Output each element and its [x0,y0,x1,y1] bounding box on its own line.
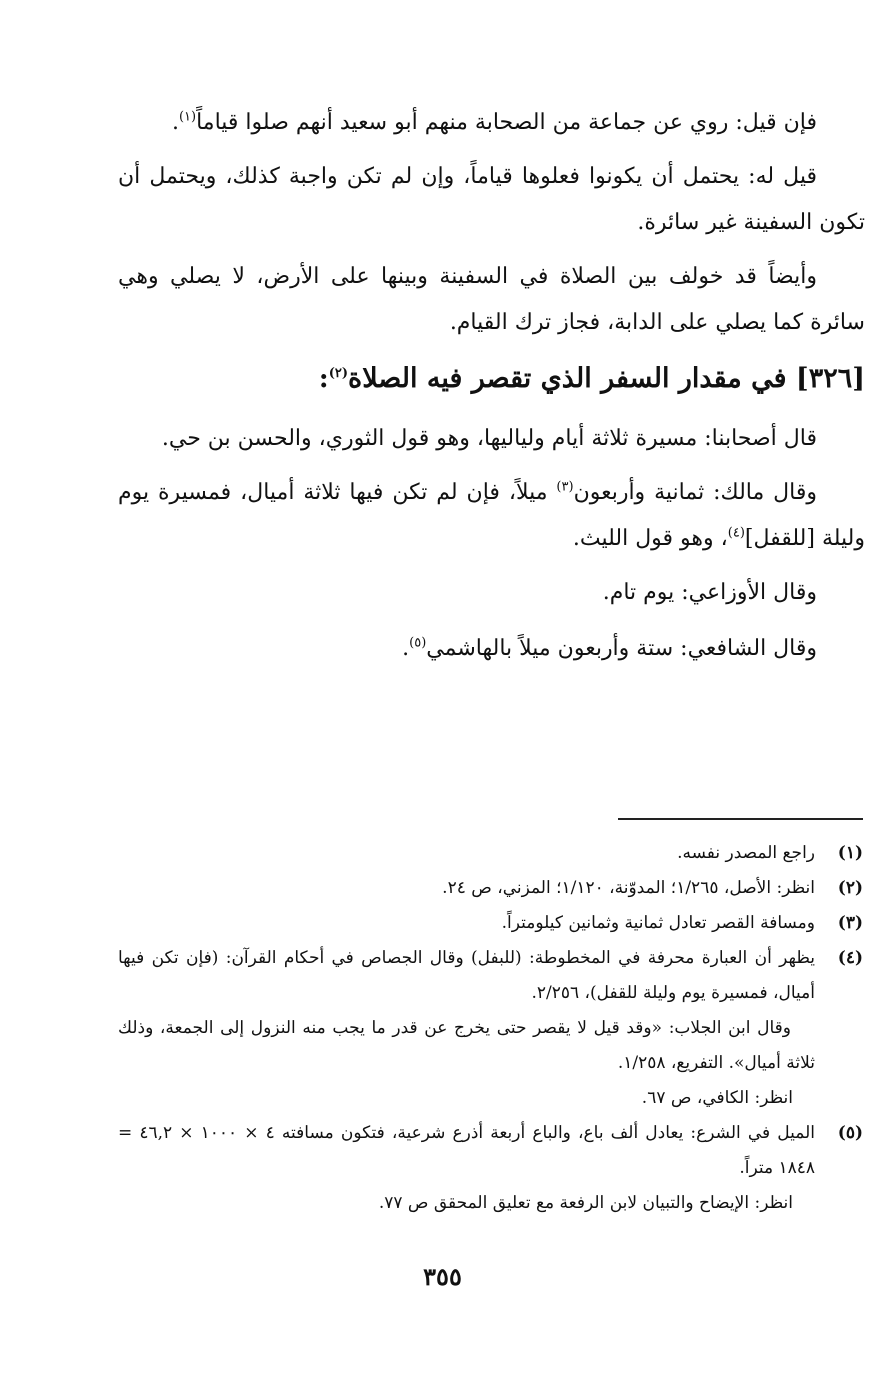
footnote-ref-5: (٥) [409,635,427,651]
paragraph-2: قيل له: يحتمل أن يكونوا فعلوها قياماً، وإن لم تكن واجبة كذلك، ويحتمل أن تكون السفينة غير سائرة. [118,164,865,235]
paragraph-1 [118,100,865,146]
paragraph-7-end: . [402,636,410,661]
paragraph-5 [118,470,865,562]
section-heading [118,354,865,404]
footnote-2 [118,871,863,906]
footnote-number: (٢) [837,878,863,898]
footnote-5 [118,1116,863,1186]
footnote-text: يظهر أن العبارة محرفة في المخطوطة: (للبفل) وقال الجصاص في أحكام القرآن: (فإن تكن فيها أميال، فمسيرة يوم وليلة للقفل)، ٢/٢٥٦. [118,948,815,1003]
footnote-number: (٤) [837,948,863,968]
footnote-ref-3: (٣) [556,479,574,495]
footnote-text: انظر: الأصل، ١/٢٦٥؛ المدوّنة، ١/١٢٠؛ المزني، ص ٢٤. [442,878,815,898]
paragraph-1-end: . [171,110,179,135]
footnote-5-reference: انظر: الإيضاح والتبيان لابن الرفعة مع تعليق المحقق ص ٧٧. [378,1193,793,1213]
footnote-number: (١) [837,843,863,863]
paragraph-7 [118,626,865,672]
paragraph-5-part-b: ميلاً، فإن لم تكن فيها ثلاثة أميال، فمسيرة يوم وليلة [للقفل] [118,480,865,551]
footnote-1 [118,836,863,871]
paragraph-6: وقال الأوزاعي: يوم تام. [602,580,817,605]
paragraph-5-part-a: وقال مالك: ثمانية وأربعون [573,480,818,505]
paragraph-1-text: فإن قيل: روي عن جماعة من الصحابة منهم أبو سعيد أنهم صلوا قياماً [196,110,817,135]
footnote-4-continuation: وقال ابن الجلاب: «وقد قيل لا يقصر حتى يخرج عن قدر ما يجب منه النزول إلى الجمعة، وذلك ثلاثة أميال». التفريع، ١/٢٥٨. [118,1018,815,1073]
paragraph-5-part-c: ، وهو قول الليث. [572,526,728,551]
section-heading-end: : [318,363,329,394]
footnote-text: الميل في الشرع: يعادل ألف باع، والباع أربعة أذرع شرعية، فتكون مسافته ٤ × ١٠٠٠ × ٤٦,٢ = ١٨٤٨ متراً. [118,1123,815,1178]
footnote-ref-4: (٤) [727,525,745,541]
footnote-number: (٣) [837,913,863,933]
footnotes [118,836,863,1221]
footnote-3 [118,906,863,941]
paragraph-7-text: وقال الشافعي: ستة وأربعون ميلاً بالهاشمي [426,636,817,661]
footnote-ref-1: (١) [178,109,197,125]
footnote-4 [118,941,863,1011]
footnote-ref-2: (٢) [328,366,349,381]
footnote-number: (٥) [837,1123,863,1143]
section-number: [٣٢٦] [795,363,865,394]
paragraph-4: قال أصحابنا: مسيرة ثلاثة أيام ولياليها، وهو قول الثوري، والحسن بن حي. [161,426,817,451]
footnote-separator [618,818,863,820]
main-text [118,100,865,682]
footnote-text: ومسافة القصر تعادل ثمانية وثمانين كيلومتراً. [501,913,815,933]
page-number: ٣٥٥ [423,1262,462,1291]
footnote-4-reference: انظر: الكافي، ص ٦٧. [641,1088,793,1108]
section-title: في مقدار السفر الذي تقصر فيه الصلاة [348,363,787,394]
paragraph-3: وأيضاً قد خولف بين الصلاة في السفينة وبينها على الأرض، لا يصلي وهي سائرة كما يصلي على الدابة، فجاز ترك القيام. [118,264,865,335]
footnote-text: راجع المصدر نفسه. [677,843,815,863]
